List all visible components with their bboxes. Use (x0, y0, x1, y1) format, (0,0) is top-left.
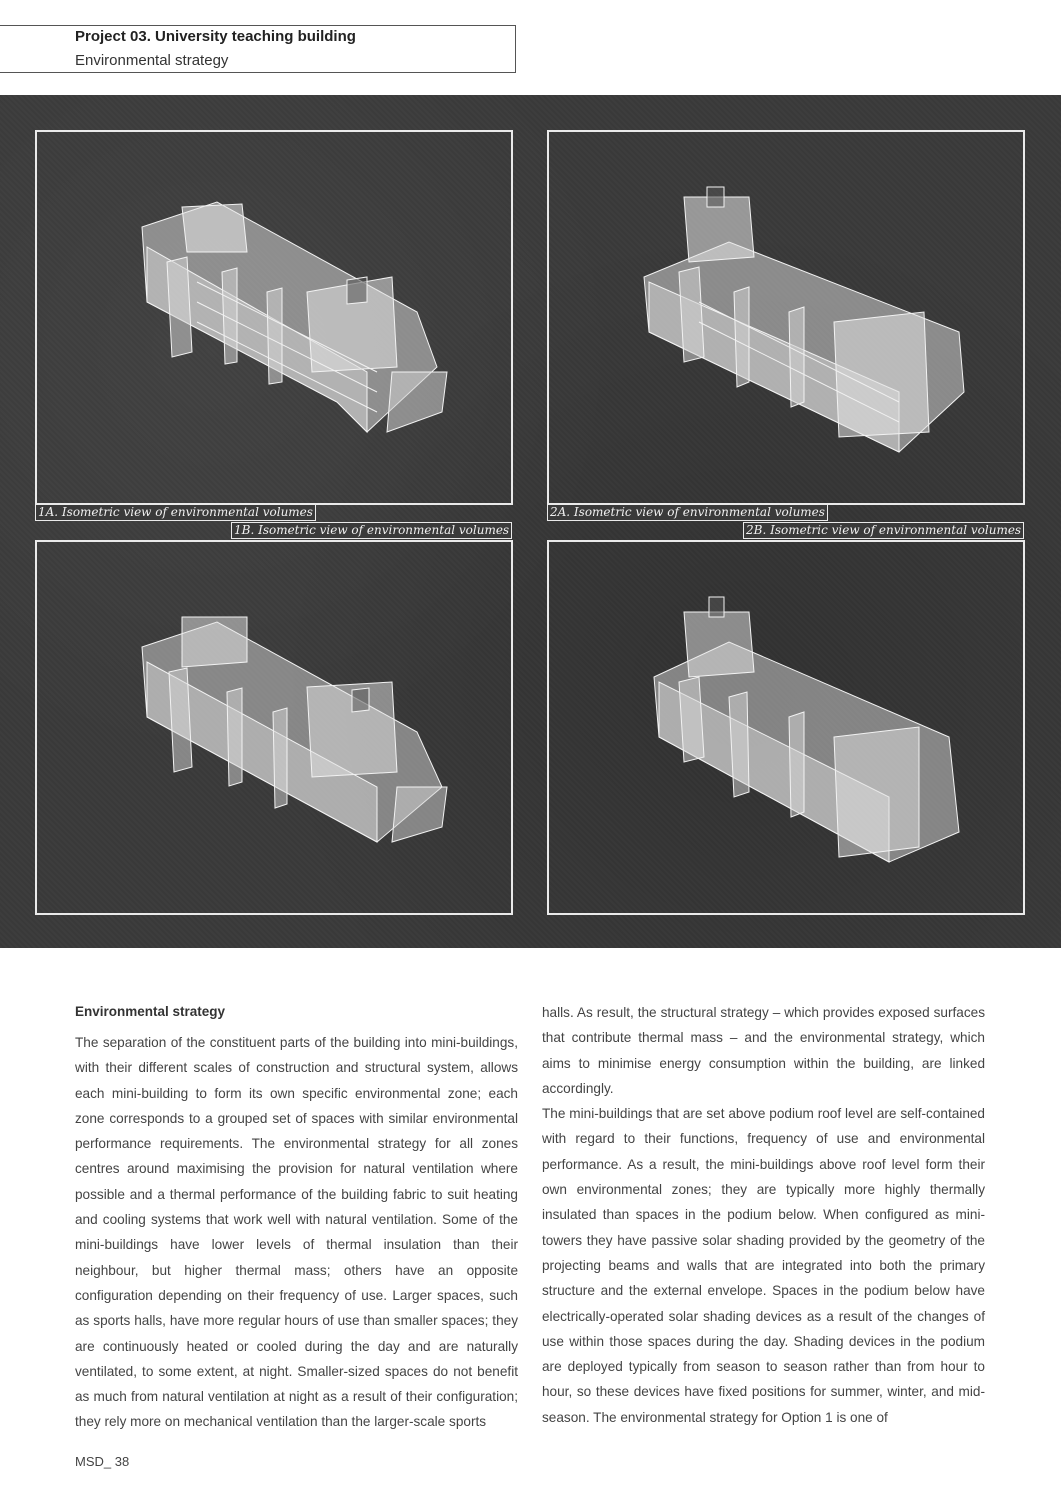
isometric-volumes-1a-illustration (37, 132, 511, 503)
paragraph: The separation of the constituent parts of the building into mini-buildings, with their different scales of construction and structural system, allows each mini-building to form its own specific environmental zone; each zone corresponds to a grouped set of spaces with similar environmental performance requirements. The environmental strategy for all zones centres around maximising the provision for natural ventilation where possible and a thermal performance of the building fabric to suit heating and cooling systems that work well with natural ventilation. Some of the mini-buildings have lower levels of thermal insulation than their neighbour, but higher thermal mass; others have an opposite configuration depending on their frequency of use. Larger spaces, such as sports halls, have more regular hours of use than smaller spaces; they are continuously heated or cooled during the day and are naturally ventilated, to some extent, at night. Smaller-sized spaces do not benefit as much from natural ventilation at night as a result of their configuration; they rely more on mechanical ventilation than the larger-scale sports (75, 1035, 518, 1430)
isometric-volumes-2a-illustration (549, 132, 1023, 503)
isometric-volumes-2b-illustration (549, 542, 1023, 913)
paragraph: The mini-buildings that are set above podium roof level are self-contained with regard to their functions, frequency of use and environmental performance. As a result, the mini-buildings above roof level form their own environmental zones; they are typically more highly thermally insulated than spaces in the podium below. When configured as mini-towers they have passive solar shading provided by the geometry of the projecting beams and walls that are integrated into both the primary structure and the external envelope. Spaces in the podium below have electrically-operated solar shading devices as a result of the changes of use within those spaces during the day. Shading devices in the podium are deployed typically from season to season rather than from hour to hour, so these devices have fixed positions for summer, winter, and mid-season. The environmental strategy for Option 1 is one of (542, 1106, 985, 1425)
panel-2a-isometric-image (547, 130, 1025, 505)
caption-1a: 1A. Isometric view of environmental volumes (35, 504, 316, 521)
body-text-left-column (75, 1030, 518, 1435)
caption-2a: 2A. Isometric view of environmental volumes (547, 504, 828, 521)
panel-2b-isometric-image (547, 540, 1025, 915)
panel-1b-isometric-image (35, 540, 513, 915)
page-number: MSD_ 38 (75, 1454, 130, 1469)
paragraph: halls. As result, the structural strategy – which provides exposed surfaces that contribute thermal mass – and the environmental strategy, which aims to minimise energy consumption within the building, are linked accordingly. (542, 1005, 985, 1096)
panel-1a-isometric-image (35, 130, 513, 505)
section-heading: Environmental strategy (75, 1004, 226, 1019)
caption-1b: 1B. Isometric view of environmental volumes (231, 522, 512, 539)
isometric-volumes-1b-illustration (37, 542, 511, 913)
body-text-right-column (542, 1000, 985, 1430)
page-subtitle: Environmental strategy (75, 52, 229, 69)
page-title: Project 03. University teaching building (75, 28, 356, 45)
caption-2b: 2B. Isometric view of environmental volumes (743, 522, 1024, 539)
